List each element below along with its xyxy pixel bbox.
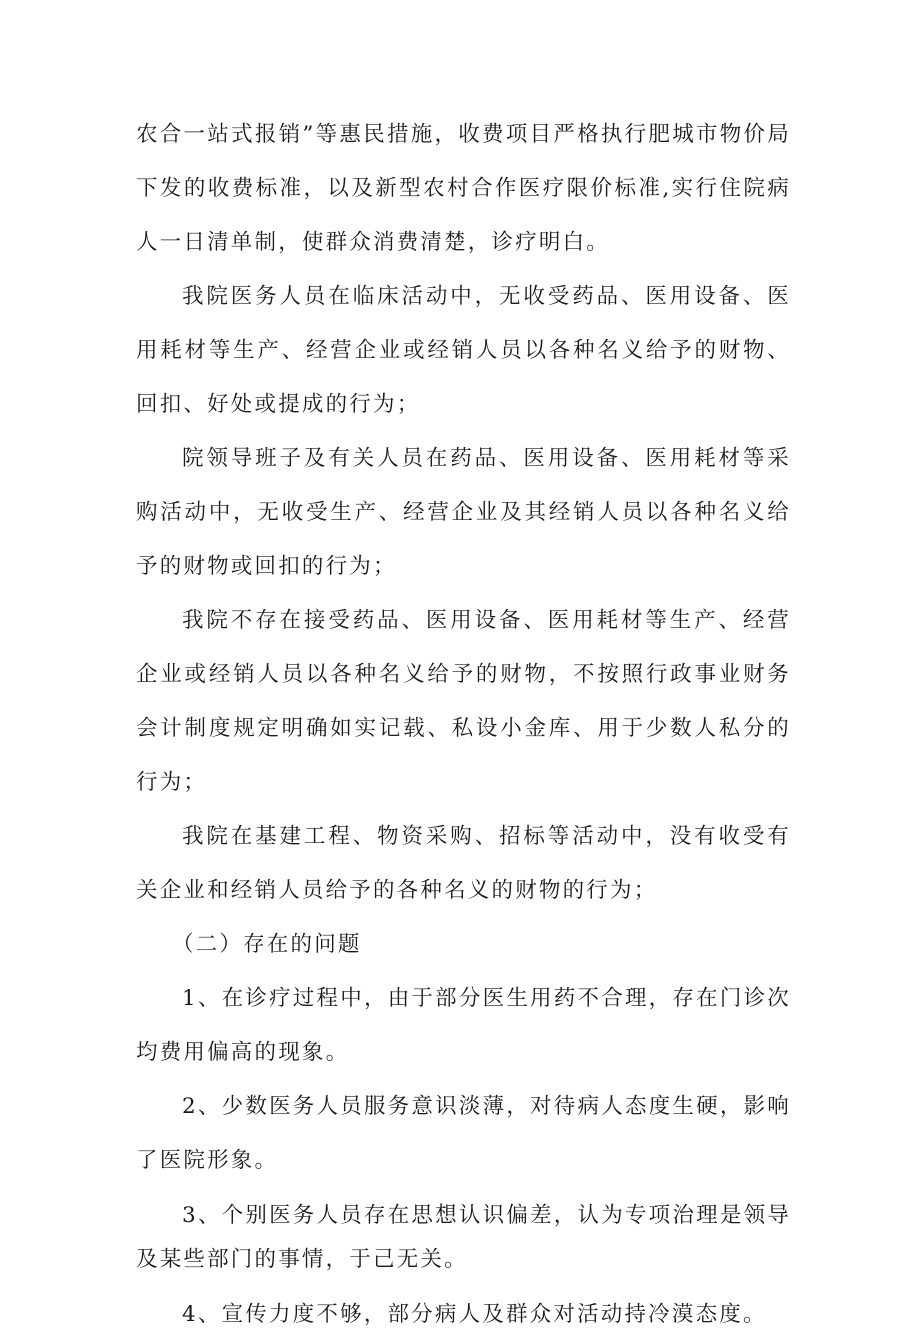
issue-item-1: 1、在诊疗过程中，由于部分医生用药不合理，存在门诊次均费用偏高的现象。 — [136, 986, 791, 1065]
paragraph-leadership-procurement: 院领导班子及有关人员在药品、医用设备、医用耗材等采购活动中，无收受生产、经营企业及其经销人员以各种名义给予的财物或回扣的行为； — [136, 446, 791, 579]
issue-item-4: 4、宣传力度不够，部分病人及群众对活动持冷漠态度。 — [182, 1302, 767, 1327]
paragraph-staff-conduct: 我院医务人员在临床活动中，无收受药品、医用设备、医用耗材等生产、经营企业或经销人员以各种名义给予的财物、回扣、好处或提成的行为； — [136, 284, 791, 417]
paragraph-continuation: 农合一站式报销”等惠民措施，收费项目严格执行肥城市物价局下发的收费标准，以及新型农村合作医疗限价标准,实行住院病人一日清单制，使群众消费清楚，诊疗明白。 — [136, 122, 791, 255]
paragraph-no-slush-fund: 我院不存在接受药品、医用设备、医用耗材等生产、经营企业或经销人员以各种名义给予的财物，不按照行政事业财务会计制度规定明确如实记载、私设小金库、用于少数人私分的行为； — [136, 608, 791, 795]
document-body — [136, 108, 791, 1342]
section-heading: （二）存在的问题 — [172, 932, 362, 957]
paragraph-construction-procurement: 我院在基建工程、物资采购、招标等活动中，没有收受有关企业和经销人员给予的各种名义的财物的行为； — [136, 824, 791, 903]
issue-item-3: 3、个别医务人员存在思想认识偏差，认为专项治理是领导及某些部门的事情，于己无关。 — [136, 1203, 791, 1272]
issue-item-2: 2、少数医务人员服务意识淡薄，对待病人态度生硬，影响了医院形象。 — [136, 1094, 791, 1173]
